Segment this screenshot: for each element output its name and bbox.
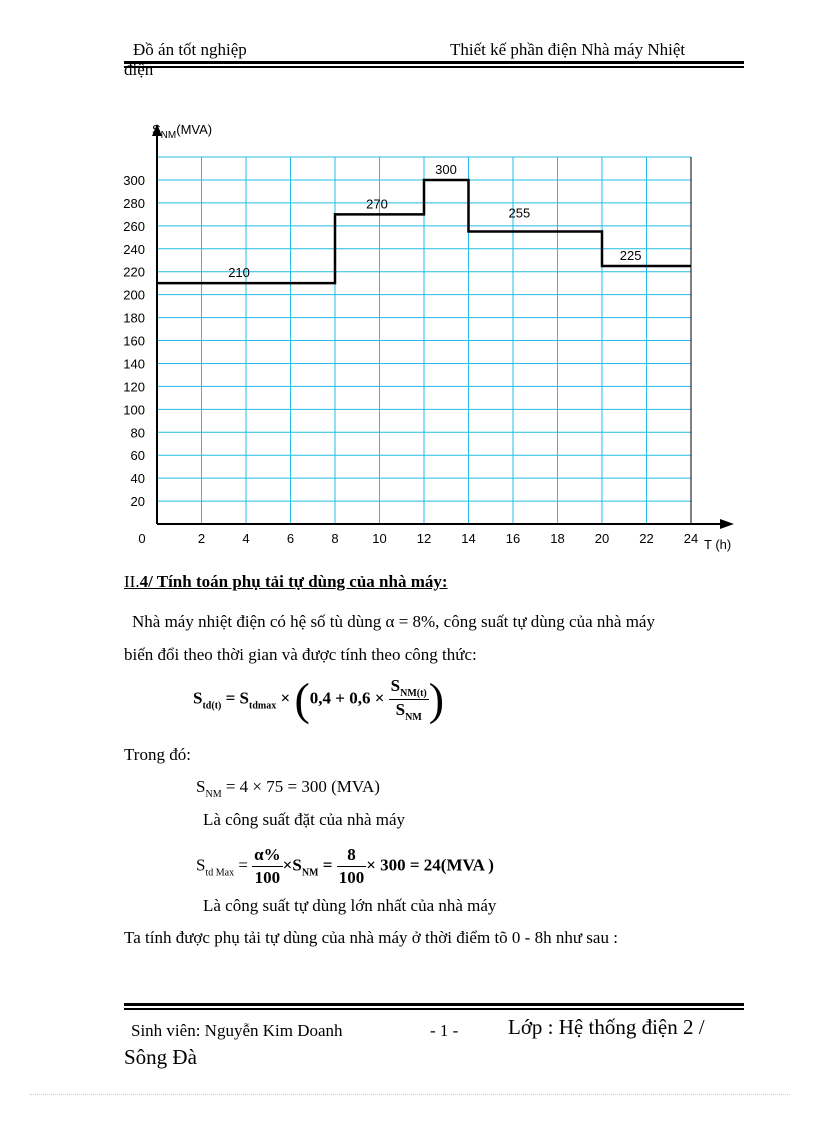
- x-axis-arrow: [720, 519, 734, 529]
- trong-do: Trong đó:: [124, 745, 191, 764]
- page-edge: [30, 1094, 790, 1095]
- data-label: 225: [619, 247, 642, 263]
- section-number: II.: [124, 572, 140, 591]
- x-tick-label: 22: [639, 531, 654, 546]
- section-heading: [124, 572, 448, 592]
- formula-std: $S_{td(t)} = S_{tdmax} \times (0,4 + 0,6$ × $\frac{S_{NM(t)}}{S_{NM}}$ ): [193, 673, 445, 725]
- para1-line2: biến đổi theo thời gian và được tính theo công thức:: [124, 645, 477, 664]
- y-tick-label: 40: [130, 471, 145, 487]
- section-title: 4/ Tính toán phụ tải tự dùng của nhà máy:: [139, 572, 448, 591]
- header-rule: [124, 61, 744, 64]
- y-axis-label: $S_{NM}(MVA)$: [152, 122, 213, 141]
- y-tick-label: 200: [123, 287, 145, 303]
- stdmax-formula: $S_{td Max}$ = $\frac{\alpha\%}{100}$ $\times S_{NM}$ = $\frac{8}{100}$ × 300 = 24(MVA ): [196, 845, 494, 887]
- footer-class-wrap: Sông Đà: [124, 1045, 197, 1069]
- chart-ticks: [123, 173, 698, 546]
- x-tick-label: 20: [594, 531, 610, 546]
- y-tick-label: 140: [123, 356, 145, 372]
- load-chart: [118, 112, 748, 552]
- x-tick-label: 12: [416, 531, 432, 546]
- y-tick-label: 80: [130, 425, 145, 441]
- footer-page: - 1 -: [430, 1021, 459, 1040]
- x-tick-label: 0: [138, 531, 146, 546]
- header-rule-thin: [124, 66, 744, 68]
- para1-line1: Nhà máy nhiệt điện có hệ số tù dùng α = 8%, công suất tự dùng của nhà máy: [132, 612, 655, 631]
- x-tick-label: 18: [550, 531, 565, 546]
- footer-rule: [124, 1003, 744, 1006]
- y-tick-label: 260: [123, 218, 145, 234]
- snm-desc: Là công suất đặt của nhà máy: [203, 810, 406, 829]
- y-tick-label: 280: [123, 195, 145, 211]
- y-tick-label: 220: [123, 264, 145, 280]
- x-tick-label: 10: [372, 531, 387, 546]
- footer-class: Lớp : Hệ thống điện 2 /: [508, 1015, 705, 1039]
- footer-student: Sinh viên: Nguyễn Kim Doanh: [131, 1021, 343, 1040]
- y-tick-label: 120: [123, 379, 145, 395]
- x-tick-label: 8: [331, 531, 339, 546]
- y-tick-label: 180: [123, 310, 145, 326]
- stdmax-desc: Là công suất tự dùng lớn nhất của nhà máy: [203, 896, 497, 915]
- y-tick-label: 20: [130, 494, 145, 510]
- x-tick-label: 2: [197, 531, 206, 546]
- x-tick-label: 16: [505, 531, 521, 546]
- header-wrap: điện: [124, 60, 154, 79]
- footer-rule-thin: [124, 1008, 744, 1010]
- x-tick-label: 14: [461, 531, 476, 546]
- y-tick-label: 160: [123, 333, 145, 349]
- x-tick-label: 4: [242, 531, 250, 546]
- y-tick-label: 100: [123, 402, 145, 418]
- data-label: 255: [508, 205, 531, 221]
- y-tick-label: 300: [123, 172, 145, 188]
- snm-line: $S_{NM} = 4 \times 75 = 300$ (MVA): [196, 777, 380, 800]
- data-label: 300: [435, 161, 457, 177]
- x-axis-label: T (h): [704, 537, 732, 552]
- data-label: 270: [366, 196, 388, 212]
- data-label: 210: [228, 265, 250, 281]
- para2: Ta tính được phụ tải tự dùng của nhà máy ở thời điểm tõ 0 - 8h như sau :: [124, 928, 618, 947]
- header-left: Đồ án tốt nghiệp: [133, 40, 247, 59]
- y-tick-label: 60: [130, 448, 145, 464]
- x-tick-label: 24: [683, 531, 699, 546]
- header-right: Thiết kế phần điện Nhà máy Nhiệt: [450, 40, 686, 59]
- x-tick-label: 6: [286, 531, 295, 546]
- y-tick-label: 240: [123, 241, 145, 257]
